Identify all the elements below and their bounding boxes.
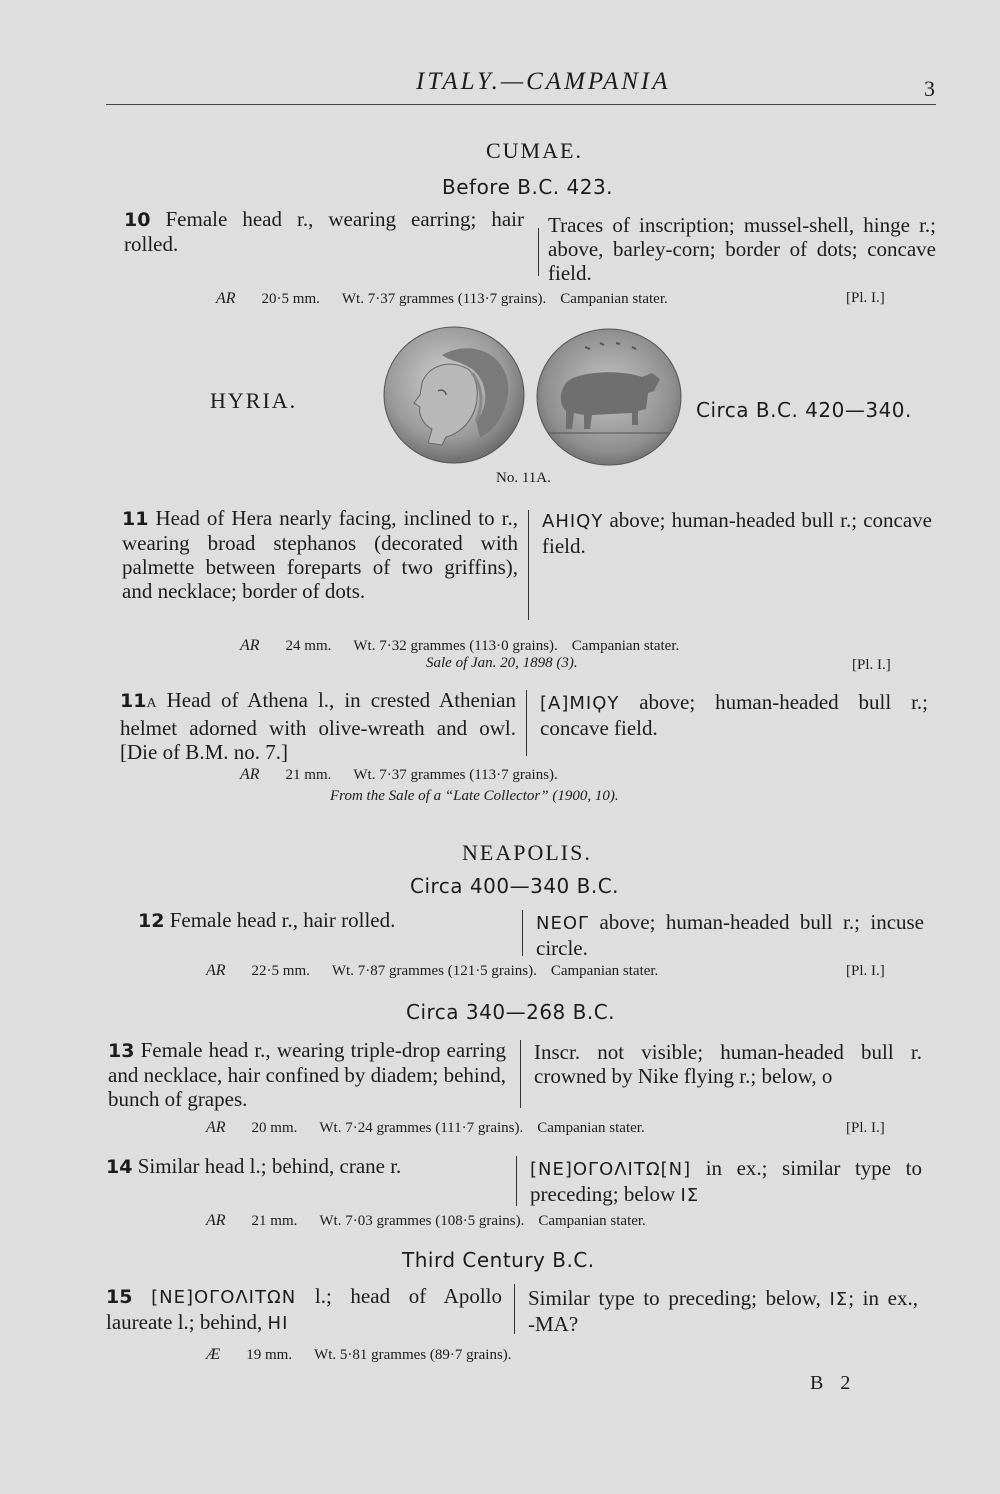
entry-number: 11 (120, 690, 147, 712)
obverse-text: Female head r., wearing earring; hair rolled. (124, 207, 524, 256)
entry-12-obverse (138, 908, 518, 933)
denomination: Campanian stater. (571, 638, 680, 654)
reverse-inscription: [Α]ΜΙϘΥ (540, 693, 620, 714)
metal-symbol: AR (206, 962, 226, 979)
period-hyria: Circa B.C. 420—340. (696, 398, 912, 422)
entry-number: 13 (108, 1040, 135, 1062)
signature-mark: B 2 (810, 1372, 857, 1394)
obverse-text: Female head r., hair rolled. (169, 908, 396, 932)
period-neapolis-1: Circa 400—340 B.C. (410, 874, 620, 898)
entry-number: 15 (106, 1286, 133, 1308)
entry-13-obverse (108, 1038, 506, 1111)
reverse-inscription: [ΝΕ]ΟΓΟΛΙΤΩ[Ν] (530, 1159, 692, 1180)
image-caption: No. 11A. (496, 470, 551, 486)
entry-10-obverse (124, 207, 524, 256)
denomination: Campanian stater. (537, 1120, 645, 1136)
entry-10-reverse: Traces of inscription; mussel-shell, hinge r.; above, barley-corn; border of dots; concave field. (548, 213, 936, 285)
denomination: Campanian stater. (560, 291, 668, 307)
weight: Wt. 7·32 grammes (113·0 grains). (353, 638, 558, 654)
diameter: 21 mm. (285, 767, 332, 783)
sale-reference: Sale of Jan. 20, 1898 (3). (426, 655, 578, 671)
entry-14-reverse (530, 1156, 922, 1208)
reverse-mark: ΙΣ (680, 1185, 700, 1206)
diameter: 24 mm. (285, 638, 332, 654)
reverse-inscription: ΝΕΟΓ (536, 913, 590, 934)
reverse-text: above; human-headed bull r.; concave field. (540, 690, 928, 740)
period-neapolis-3: Third Century B.C. (402, 1248, 595, 1272)
entry-11-metadata (240, 637, 840, 655)
running-title: ITALY.—CAMPANIA (416, 68, 671, 95)
weight: Wt. 7·03 grammes (108·5 grains). (319, 1213, 525, 1229)
entry-11a-metadata (240, 766, 840, 784)
entry-11a-obverse (120, 688, 516, 764)
metal-symbol: AR (216, 290, 236, 307)
reverse-exergue: ; in ex., -ΜΑ? (528, 1286, 919, 1336)
entry-number: 10 (124, 209, 151, 231)
reverse-inscription: ΑΗΙQΥ (542, 511, 604, 532)
reverse-text: Similar type to preceding; below, (528, 1286, 821, 1310)
metal-symbol: Æ (206, 1346, 221, 1363)
entry-11-reverse (542, 508, 932, 558)
coin-obverse-athena (384, 327, 524, 463)
sale-reference: From the Sale of a “Late Collector” (1900, 10). (330, 788, 619, 804)
entry-number: 14 (106, 1156, 133, 1178)
reverse-mark: ΙΣ (829, 1289, 849, 1310)
column-divider (526, 690, 527, 756)
column-divider (520, 1040, 521, 1108)
period-cumae: Before B.C. 423. (442, 175, 614, 199)
obverse-text: Head of Hera nearly facing, inclined to r., wearing broad stephanos (decorated with palmette between foreparts of two griffins), and necklace; border of dots. (122, 506, 519, 603)
reverse-text: above; human-headed bull r.; incuse circle. (536, 910, 925, 960)
obverse-text: Similar head l.; behind, crane r. (137, 1154, 402, 1178)
obverse-mark: ΗΙ (267, 1313, 289, 1334)
entry-15-obverse (106, 1284, 502, 1336)
page-number: 3 (924, 76, 935, 101)
section-title-neapolis: NEAPOLIS. (462, 840, 592, 865)
coin-reverse-bull (537, 329, 681, 465)
weight: Wt. 7·37 grammes (113·7 grains). (341, 291, 547, 307)
reverse-text: above; human-headed bull r.; concave field. (542, 508, 932, 558)
period-neapolis-2: Circa 340—268 B.C. (406, 1000, 616, 1024)
obverse-text: Female head r., wearing triple-drop earring and necklace, hair confined by diadem; behind, bunch of grapes. (108, 1038, 507, 1111)
obverse-inscription: [ΝΕ]ΟΓΟΛΙΤΩΝ (151, 1287, 297, 1308)
header-rule (106, 104, 936, 105)
entry-10-metadata (216, 290, 906, 308)
weight: Wt. 5·81 grammes (89·7 grains). (314, 1347, 512, 1363)
weight: Wt. 7·87 grammes (121·5 grains). (331, 963, 537, 979)
column-divider (516, 1156, 517, 1206)
entry-number: 12 (138, 910, 165, 932)
weight: Wt. 7·24 grammes (111·7 grains). (319, 1120, 524, 1136)
obverse-text: Head of Athena l., in crested Athenian helmet adorned with olive-wreath and owl. [Die of B.M. no. 7.] (120, 688, 517, 764)
diameter: 22·5 mm. (251, 963, 310, 979)
entry-11a-reverse (540, 690, 928, 740)
entry-12-metadata (206, 962, 826, 980)
denomination: Campanian stater. (550, 963, 659, 979)
entry-13-reverse: Inscr. not visible; human-headed bull r. crowned by Nike flying r.; below, o (534, 1040, 922, 1088)
diameter: 21 mm. (251, 1213, 298, 1229)
weight: Wt. 7·37 grammes (113·7 grains). (353, 767, 558, 783)
plate-reference: [Pl. I.] (846, 290, 885, 306)
plate-reference: [Pl. I.] (852, 657, 891, 673)
section-title-cumae: CUMAE. (486, 138, 583, 163)
diameter: 19 mm. (246, 1347, 293, 1363)
metal-symbol: AR (206, 1119, 226, 1136)
entry-14-obverse (106, 1154, 502, 1179)
plate-reference: [Pl. I.] (846, 1120, 885, 1136)
metal-symbol: AR (240, 766, 260, 783)
entry-11-obverse (122, 506, 518, 603)
diameter: 20·5 mm. (261, 291, 320, 307)
entry-13-metadata (206, 1119, 826, 1137)
metal-symbol: AR (206, 1212, 226, 1229)
plate-reference: [Pl. I.] (846, 963, 885, 979)
column-divider (522, 910, 523, 956)
coin-photograph-11a (380, 325, 685, 470)
column-divider (528, 510, 529, 620)
entry-15-reverse (528, 1286, 918, 1336)
reverse-text: in ex.; similar type to preceding; below (530, 1156, 922, 1206)
metal-symbol: AR (240, 637, 260, 654)
obverse-text: l.; head of Apollo laureate l.; behind, (106, 1284, 503, 1334)
diameter: 20 mm. (251, 1120, 298, 1136)
entry-number: 11 (122, 508, 149, 530)
section-title-hyria: HYRIA. (210, 388, 298, 413)
denomination: Campanian stater. (538, 1213, 646, 1229)
entry-12-reverse (536, 910, 924, 960)
entry-number-suffix: A (146, 696, 157, 711)
entry-14-metadata (206, 1212, 826, 1230)
column-divider (538, 228, 539, 276)
column-divider (514, 1284, 515, 1334)
entry-15-metadata (206, 1346, 826, 1364)
